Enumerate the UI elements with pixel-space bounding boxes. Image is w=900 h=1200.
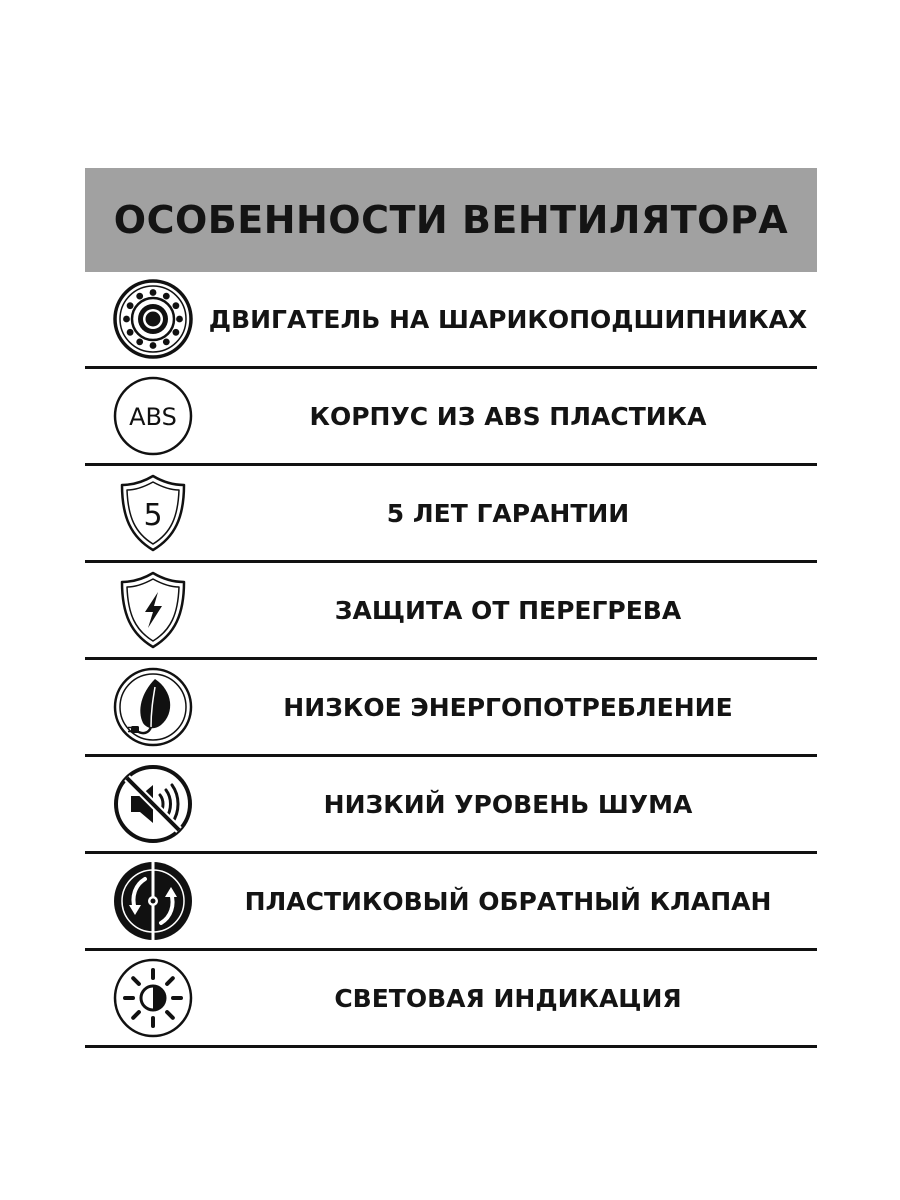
feature-label: 5 ЛЕТ ГАРАНТИИ (386, 498, 630, 528)
feature-label: ПЛАСТИКОВЫЙ ОБРАТНЫЙ КЛАПАН (244, 886, 772, 916)
features-list (85, 272, 817, 1048)
mute-speaker-icon (111, 762, 195, 846)
page-title: ОСОБЕННОСТИ ВЕНТИЛЯТОРА (113, 198, 789, 242)
feature-label: ДВИГАТЕЛЬ НА ШАРИКОПОДШИПНИКАХ (208, 304, 808, 334)
feature-row-overheat (85, 563, 817, 660)
feature-row-energy (85, 660, 817, 757)
feature-row-noise (85, 757, 817, 854)
feature-row-check-valve (85, 854, 817, 951)
check-valve-icon (111, 859, 195, 943)
light-indicator-icon (111, 956, 195, 1040)
abs-plastic-icon (111, 374, 195, 458)
feature-row-abs-plastic (85, 369, 817, 466)
eco-leaf-plug-icon (111, 665, 195, 749)
ball-bearing-icon (111, 277, 195, 361)
feature-label: КОРПУС ИЗ ABS ПЛАСТИКА (309, 401, 707, 431)
feature-row-light-indicator (85, 951, 817, 1048)
lightning-shield-icon (111, 568, 195, 652)
feature-label: СВЕТОВАЯ ИНДИКАЦИЯ (334, 983, 682, 1013)
features-header (85, 168, 817, 272)
warranty-icon-text: 5 (143, 498, 163, 533)
feature-label: ЗАЩИТА ОТ ПЕРЕГРЕВА (334, 595, 682, 625)
feature-row-warranty (85, 466, 817, 563)
abs-icon-text: ABS (129, 403, 177, 431)
feature-row-ball-bearing (85, 272, 817, 369)
warranty-shield-icon (111, 471, 195, 555)
feature-label: НИЗКИЙ УРОВЕНЬ ШУМА (323, 789, 693, 819)
feature-label: НИЗКОЕ ЭНЕРГОПОТРЕБЛЕНИЕ (283, 692, 733, 722)
